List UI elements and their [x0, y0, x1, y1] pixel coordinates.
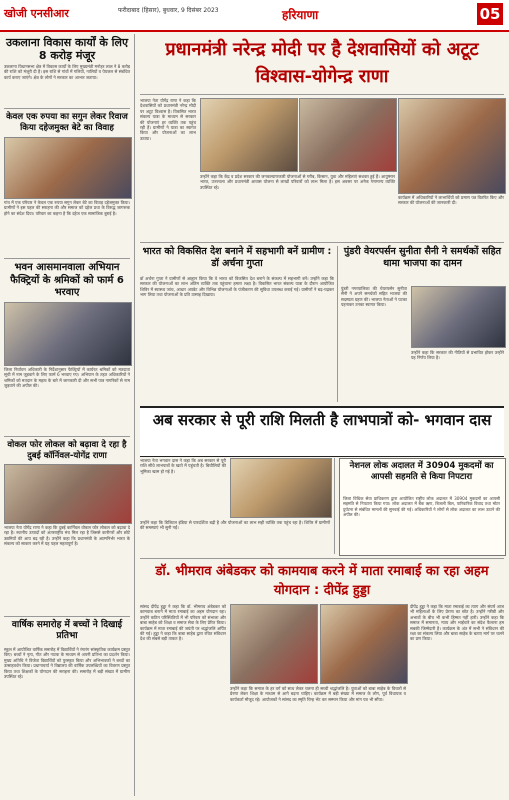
photo-bottom-a [230, 604, 318, 684]
issue-info: फरीदाबाद (हिसार), बुधवार, 9 दिसंबर 2023 [118, 7, 219, 14]
photo-workers [4, 302, 132, 366]
body-mid3-b: उन्होंने कहा कि डिजिटल इंडिया से पारदर्शिता बढ़ी है और योजनाओं का लाभ सही व्यक्ति तक पहुंच रहा है। शिविर में ग्रामीणों की समस्याएं भी सुनी गईं। [140, 520, 330, 531]
headline-left2: केवल एक रुपया का सगुन लेकर रिवाज किया दहेजमुक्त बेटे का विवाह [6, 112, 128, 133]
photo-wedding [4, 137, 132, 199]
photo-carnival [4, 464, 132, 524]
headline-left1: उकलाना विकास कार्यों के लिए 8 करोड़ मंजूर [5, 36, 129, 62]
photo-lead-stage [398, 98, 506, 194]
body-left3: जिला निर्वाचन अधिकारी के निर्देशानुसार फैक्ट्रियों में कार्यरत श्रमिकों को मतदाता सूची में नाम जुड़वाने के लिए फार्म 6 भरवाए गए। अभियान के तहत अधिकारियों ने श्रमिकों को मतदान के महत्व के बारे में जानकारी दी और सभी पात्र नागरिकों से नाम जुड़वाने की अपील की। [4, 367, 130, 389]
body-mid2: पुंडरी नगरपालिका की चेयरपर्सन सुनीता सैनी ने अपने समर्थकों सहित भाजपा की सदस्यता ग्रहण की। भाजपा नेताओं ने पटका पहनाकर उनका स्वागत किया। [341, 286, 407, 308]
headline-right3: नेशनल लोक अदालत में 30904 मुकदमों का आपसी सहमति से किया निपटारा [349, 461, 494, 482]
headline-left5: वार्षिक समारोह में बच्चों ने दिखाई प्रतिभा [11, 620, 123, 641]
page-number: 05 [477, 3, 503, 25]
section-name: हरियाणा [282, 8, 319, 22]
headline-bottom: डॉ. भीमराव अंबेडकर को कामयाब करने में माता रमाबाई का रहा अहम योगदान : दीपेंद्र हुड्डा [155, 564, 489, 598]
body-left5: स्कूल में आयोजित वार्षिक समारोह में विद्यार्थियों ने रंगारंग सांस्कृतिक कार्यक्रम प्रस्तुत किए। बच्चों ने नृत्य, गीत और नाटक के माध्यम से अपनी प्रतिभा का प्रदर्शन किया। मुख्य अतिथि ने विजेता विद्यार्थियों को पुरस्कृत किया और अभिभावकों ने बच्चों का उत्साहवर्धन किया। प्रधानाचार्य ने विद्यालय की वार्षिक उपलब्धियों का विवरण प्रस्तुत किया तथा शिक्षकों के योगदान की सराहना की। समारोह में बड़ी संख्या में ग्रामीण उपस्थित रहे। [4, 647, 130, 680]
body-lead-b: उन्होंने कहा कि केंद्र व प्रदेश सरकार की जनकल्याणकारी योजनाओं से गरीब, किसान, युवा और महिलाएं सशक्त हुई हैं। आयुष्मान भारत, उज्ज्वला और प्रधानमंत्री आवास योजना से लाखों परिवारों को लाभ मिला है। इस अवसर पर अनेक गणमान्य व्यक्ति उपस्थित रहे। [200, 174, 395, 190]
headline-mid2: पुंडरी वेयरपर्सन सुनीता सैनी ने समर्थकों सहित थामा भाजपा का दामन [343, 246, 502, 269]
body-mid3-a: भाजपा नेता भगवान दास ने कहा कि अब सरकार से पूरी राशि सीधे लाभपात्रों के खाते में पहुंचती है। बिचौलियों की भूमिका खत्म हो गई है। [140, 458, 226, 474]
body-bottom-b: उन्होंने कहा कि समाज के हर वर्ग को साथ लेकर चलना ही सच्ची श्रद्धांजलि है। युवाओं को बाबा साहेब के विचारों से प्रेरणा लेकर शिक्षा के माध्यम से आगे बढ़ना चाहिए। कार्यक्रम में बड़ी संख्या में समाज के लोग, पूर्व विधायक व कार्यकर्ता मौजूद रहे। आयोजकों ने सांसद का स्मृति चिन्ह भेंट कर सम्मान किया और मांग पत्र भी सौंपा। [230, 686, 406, 702]
body-mid1: डॉ अर्चना गुप्ता ने ग्रामीणों से आह्वान किया कि वे भारत को विकसित देश बनाने के संकल्प में सहभागी बनें। उन्होंने कहा कि सरकार की योजनाओं का लाभ अंतिम व्यक्ति तक पहुंचाना हमारा लक्ष्य है। विकसित भारत संकल्प यात्रा के दौरान आयोजित शिविर में स्वास्थ्य जांच, आधार अपडेट और विभिन्न योजनाओं के पंजीकरण की सुविधा उपलब्ध कराई गई। ग्रामीणों ने बढ़-चढ़कर भाग लिया तथा योजनाओं के प्रति उत्साह दिखाया। [140, 276, 334, 298]
body-left1: उकलाना विधानसभा क्षेत्र में विकास कार्यों के लिए मुख्यमंत्री मनोहर लाल ने 8 करोड़ की राशि को मंजूरी दी है। इस राशि से गांवों में गलियों, नालियों व पेयजल से संबंधित कार्य कराए जाएंगे। क्षेत्र के लोगों ने सरकार का आभार जताया। [4, 64, 130, 80]
headline-mid3: अब सरकार से पूरी राशि मिलती है लाभपात्रों को- भगवान दास [152, 411, 492, 429]
body-lead-c: कार्यक्रम में अधिकारियों ने लाभार्थियों को प्रमाण पत्र वितरित किए और सरकार की योजनाओं की जानकारी दी। [398, 195, 504, 206]
photo-mid3 [230, 458, 332, 518]
headline-left4: वोकल फोर लोकल को बढ़ावा दे रहा है दुबई कॉर्निवल-योगेंद्र राणा [7, 440, 127, 461]
masthead [0, 0, 509, 32]
body-lead-a: भाजपा नेता योगेंद्र राणा ने कहा कि देशवासियों को प्रधानमंत्री नरेन्द्र मोदी पर अटूट विश्वास है। विकसित भारत संकल्प यात्रा के माध्यम से सरकार की योजनाएं हर व्यक्ति तक पहुंच रही हैं। ग्रामीणों ने यात्रा का स्वागत किया और योजनाओं का लाभ उठाया। [140, 98, 196, 141]
body-left4: भाजपा नेता योगेंद्र राणा ने कहा कि दुबई कार्निवल वोकल फोर लोकल को बढ़ावा दे रहा है। स्थानीय उत्पादों को अंतरराष्ट्रीय मंच मिल रहा है जिससे कारीगरों और छोटे उद्यमियों की आय बढ़ रही है। उन्होंने कहा कि प्रधानमंत्री के आत्मनिर्भर भारत के संकल्प को साकार करने में यह पहल महत्वपूर्ण है। [4, 525, 130, 547]
publication-logo: खोजी एनसीआर [4, 7, 69, 20]
photo-lead-event [200, 98, 298, 172]
body-left2: गांव में एक परिवार ने केवल एक रुपया सगुन लेकर बेटे का विवाह दहेजमुक्त किया। ग्रामीणों ने इस पहल की सराहना की और समाज को दहेज प्रथा के विरुद्ध जागरूक होने का संदेश दिया। परिवार का कहना है कि दहेज एक सामाजिक बुराई है। [4, 200, 130, 216]
photo-joining [411, 286, 506, 348]
body-right3: जिला विधिक सेवा प्राधिकरण द्वारा आयोजित राष्ट्रीय लोक अदालत में 30904 मुकदमों का आपसी सहमति से निपटारा किया गया। लोक अदालत में बैंक ऋण, बिजली बिल, पारिवारिक विवाद तथा मोटर दुर्घटना से संबंधित मामलों की सुनवाई की गई। अधिकारियों ने लोगों से लोक अदालत का लाभ उठाने की अपील की। [343, 496, 500, 518]
body-bottom-c: दीपेंद्र हुड्डा ने कहा कि माता रमाबाई का त्याग और संघर्ष आज भी महिलाओं के लिए प्रेरणा का स्रोत है। उन्होंने गरीबी और अभावों के बीच भी कभी हिम्मत नहीं हारी। उन्होंने कहा कि समाज में समानता, न्याय और भाईचारे का संदेश फैलाना हम सबकी जिम्मेदारी है। कार्यक्रम के अंत में सभी ने संविधान की रक्षा का संकल्प लिया और बाबा साहेब के बताए मार्ग पर चलने का प्रण किया। [410, 604, 504, 642]
headline-lead: प्रधानमंत्री नरेन्द्र मोदी पर है देशवासियों को अटूट विश्वास-योगेन्द्र राणा [165, 39, 479, 87]
body-bottom-a: सांसद दीपेंद्र हुड्डा ने कहा कि डॉ. भीमराव अंबेडकर को कामयाब बनाने में माता रमाबाई का अहम योगदान रहा। उन्होंने कठिन परिस्थितियों में भी परिवार को संभाला और बाबा साहेब को शिक्षा व समाज सेवा के लिए प्रेरित किया। कार्यक्रम में माता रमाबाई की जयंती पर श्रद्धांजलि अर्पित की गई। हुड्डा ने कहा कि बाबा साहेब द्वारा रचित संविधान देश की सबसे बड़ी ताकत है। [140, 604, 226, 642]
photo-lead-crowd [299, 98, 397, 172]
headline-mid1: भारत को विकसित देश बनाने में सहभागी बनें ग्रामीण : डॉ अर्चना गुप्ता [142, 246, 332, 269]
body-mid2-b: उन्होंने कहा कि सरकार की नीतियों से प्रभावित होकर उन्होंने यह निर्णय लिया है। [411, 350, 504, 361]
photo-bottom-b [320, 604, 408, 684]
headline-left3: भवन आसमानवाला अभियान फैक्ट्रियों के श्रमिकों को फार्म 6 भरवाए [10, 262, 124, 298]
